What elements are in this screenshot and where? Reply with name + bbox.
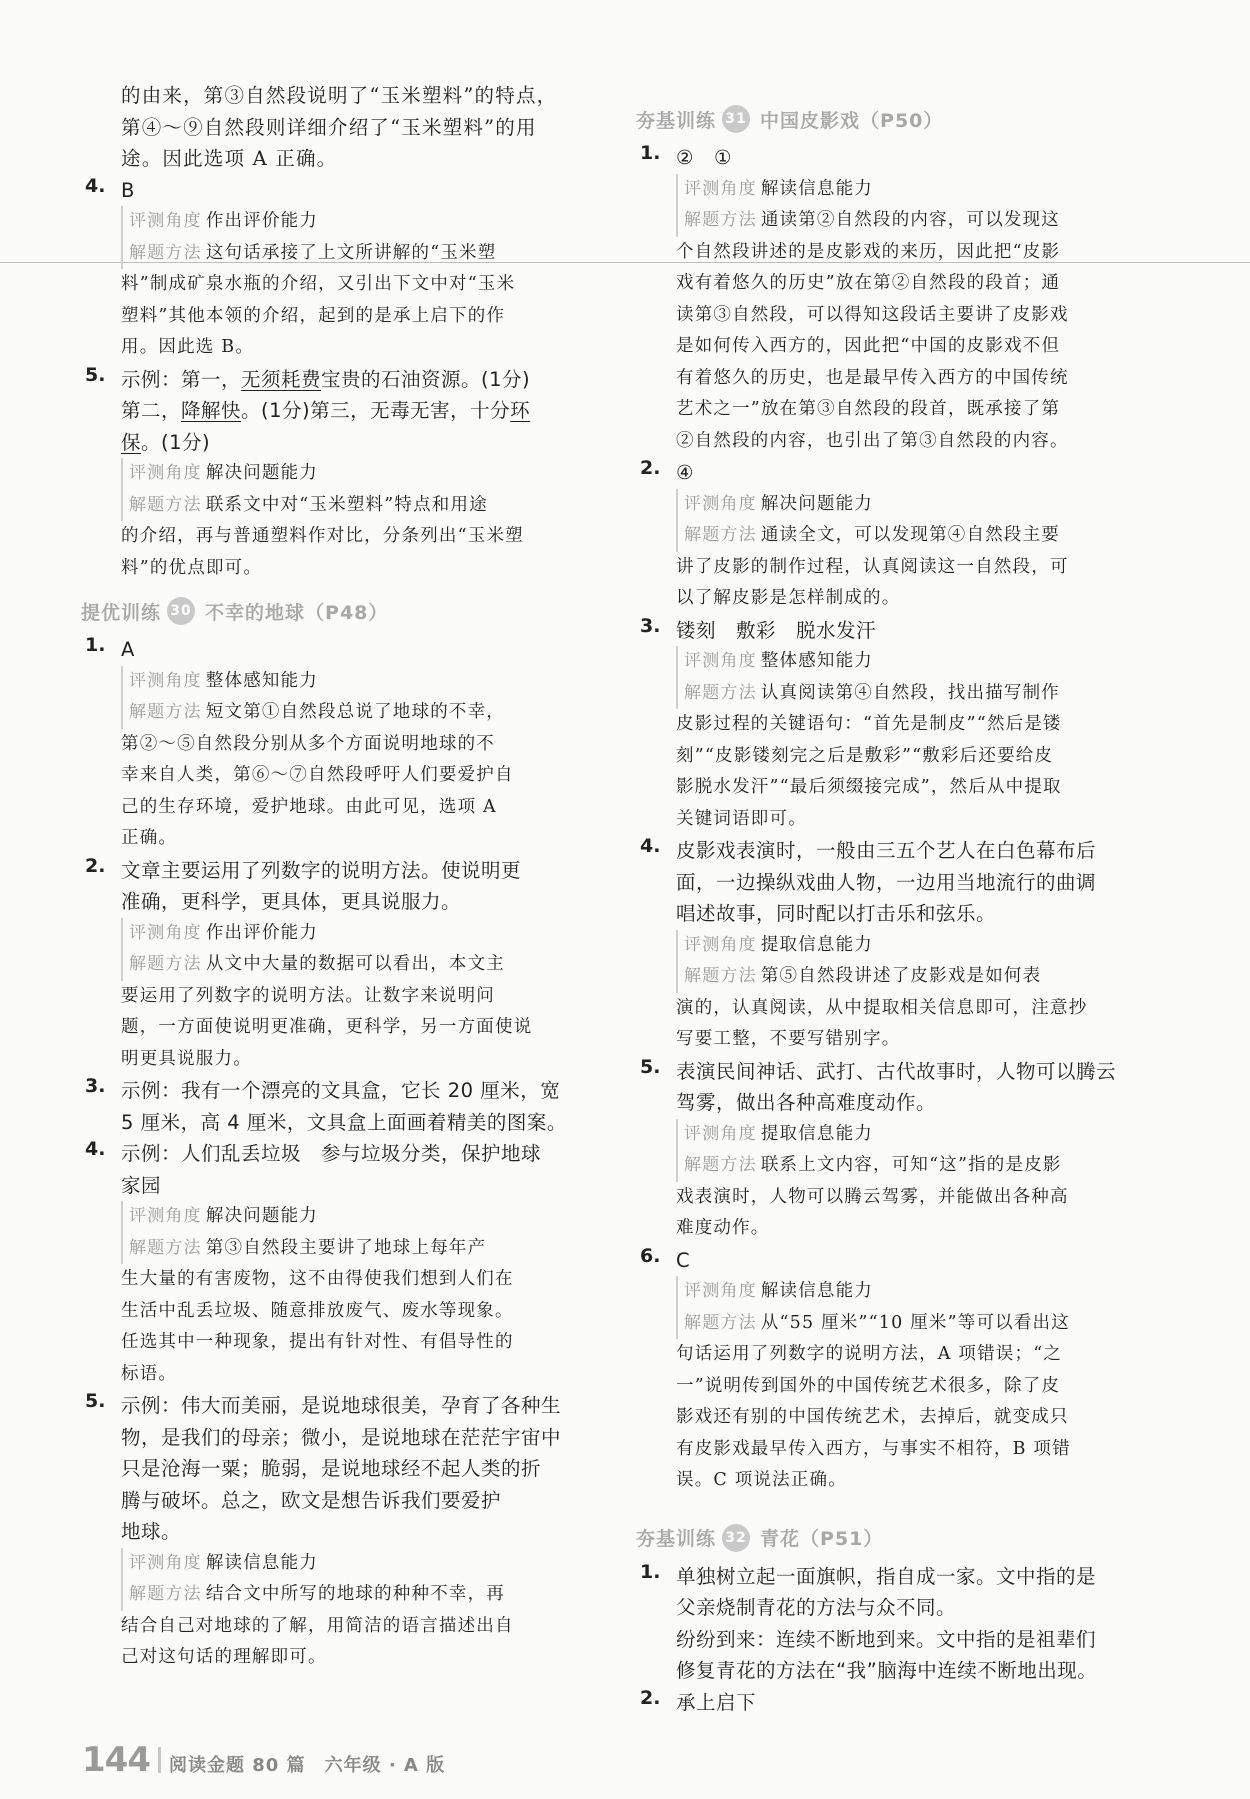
solution-text: 用。因此选 B。	[121, 337, 255, 357]
answer-line	[121, 364, 585, 396]
answer-item	[640, 1056, 1145, 1119]
answer-line: ④	[676, 461, 694, 484]
answer-line: 物，是我们的母亲；微小，是说地球在茫茫宇宙中	[121, 1425, 562, 1449]
solution-line	[676, 1465, 1145, 1497]
heading-prefix: 提优训练	[81, 601, 162, 624]
solution-text: 以了解皮影是怎样制成的。	[676, 588, 901, 608]
solution-line	[676, 426, 1145, 458]
answer-line: 示例：伟大而美丽，是说地球很美，孕育了各种生	[121, 1394, 562, 1417]
solution-method-tag: 解题方法	[676, 678, 757, 710]
answer-item	[640, 835, 1145, 930]
solution-method	[640, 678, 1145, 836]
heading-badge: 31	[722, 105, 750, 133]
right-column	[636, 92, 1145, 1718]
solution-line	[121, 1359, 585, 1391]
solution-line	[676, 205, 1145, 237]
answer-item	[85, 175, 585, 207]
solution-line	[121, 1012, 585, 1044]
solution-text: 的介绍，再与普通塑料作对比，分条列出“玉米塑	[121, 526, 524, 546]
answer-line: 驾雾，做出各种高难度动作。	[676, 1091, 937, 1114]
solution-text: 结合自己对地球的了解，用简洁的语言描述出自	[121, 1615, 514, 1636]
solution-line	[121, 490, 585, 522]
solution-text: 短文第①自然段总说了地球的不幸，	[205, 702, 506, 722]
answer-line: 文章主要运用了列数字的说明方法。使说明更	[121, 858, 522, 882]
answer-item	[640, 142, 1145, 174]
assessment-angle-value: 解读信息能力	[760, 178, 874, 199]
answer-line: 镂刻 敷彩 脱水发汗	[676, 618, 877, 642]
solution-line	[676, 1434, 1145, 1466]
answer-line: ② ①	[676, 146, 732, 169]
solution-method	[640, 1150, 1145, 1245]
assessment-angle-value: 解读信息能力	[760, 1281, 874, 1301]
assessment-angle	[640, 1276, 1145, 1308]
solution-text: 第③自然段主要讲了地球上每年产	[205, 1237, 487, 1258]
assessment-angle	[85, 918, 585, 950]
assessment-angle-value: 解读信息能力	[205, 1552, 319, 1573]
solution-line	[121, 1044, 585, 1076]
answer-item	[640, 1561, 1145, 1687]
heading-title: 中国皮影戏（P50）	[760, 109, 944, 132]
solution-text: 塑料”其他本领的介绍，起到的是承上启下的作	[121, 305, 506, 326]
answer-line: 示例：人们乱丢垃圾 参与垃圾分类，保护地球	[121, 1142, 542, 1165]
answer-part: 第二，	[121, 399, 182, 422]
solution-line	[121, 301, 585, 333]
assessment-angle	[640, 1119, 1145, 1151]
answer-item	[85, 364, 585, 459]
solution-text: 是如何传入西方的，因此把“中国的皮影戏不但	[676, 336, 1061, 356]
solution-text: 读第③自然段，可以得知这段话主要讲了皮影戏	[676, 304, 1069, 325]
solution-text: 写要工整，不要写错别字。	[676, 1029, 901, 1049]
solution-line	[676, 363, 1145, 395]
solution-text: 料”制成矿泉水瓶的介绍，又引出下文中对“玉米	[121, 274, 516, 294]
assessment-angle-value: 提取信息能力	[760, 1123, 874, 1144]
answer-part: 示例：第一，	[121, 367, 242, 391]
solution-method-tag: 解题方法	[121, 949, 202, 981]
solution-text: 皮影过程的关键语句：“首先是制皮”“然后是镂	[676, 714, 1062, 734]
solution-text: 戏有着悠久的历史”放在第②自然段的段首；通	[676, 273, 1061, 293]
answer-line: 皮影戏表演时，一般由三五个艺人在白色幕布后	[676, 839, 1097, 862]
solution-line	[676, 583, 1145, 615]
section-heading	[81, 594, 585, 628]
solution-line	[121, 823, 585, 855]
solution-method-tag: 解题方法	[121, 1579, 202, 1611]
answer-line: 面，一边操纵戏曲人物，一边用当地流行的曲调	[676, 870, 1097, 894]
item-number: 2.	[85, 854, 106, 877]
answer-line: 表演民间神话、武打、古代故事时，人物可以腾云	[676, 1059, 1117, 1083]
answer-item	[85, 1138, 585, 1201]
solution-line	[676, 741, 1145, 773]
solution-line	[676, 1339, 1145, 1371]
answer-line: 修复青花的方法在“我”脑海中连续不断地出现。	[676, 1659, 1098, 1682]
solution-line	[676, 331, 1145, 363]
item-number: 4.	[85, 1138, 106, 1160]
answer-item	[640, 615, 1145, 647]
solution-text: ②自然段的内容，也引出了第③自然段的内容。	[676, 430, 1069, 451]
assessment-angle-tag: 评测角度	[676, 1276, 757, 1308]
solution-method-tag: 解题方法	[121, 1233, 202, 1265]
solution-method	[640, 1308, 1145, 1497]
intro-line: 的由来，第③自然段说明了“玉米塑料”的特点，	[121, 84, 558, 107]
answer-line: 家园	[121, 1173, 162, 1197]
assessment-angle-value: 解决问题能力	[760, 493, 874, 514]
solution-line	[121, 553, 585, 585]
solution-text: 难度动作。	[676, 1218, 770, 1238]
solution-text: 讲了皮影的制作过程，认真阅读这一自然段，可	[676, 556, 1069, 577]
solution-text: 要运用了列数字的说明方法。让数字来说明问	[121, 985, 495, 1006]
solution-line	[121, 1233, 585, 1265]
solution-line	[121, 1642, 585, 1674]
item-number: 5.	[640, 1055, 661, 1078]
solution-line	[121, 949, 585, 981]
answer-item	[85, 1075, 585, 1138]
assessment-angle-tag: 评测角度	[121, 918, 202, 950]
solution-text: 生活中乱丢垃圾、随意排放废气、废水等现象。	[121, 1300, 514, 1321]
answer-line: A	[121, 638, 135, 661]
answer-line: 纷纷到来：连续不断地到来。文中指的是祖辈们	[676, 1627, 1097, 1651]
solution-text: 幸来自人类，第⑥～⑦自然段呼吁人们要爱护自	[121, 765, 514, 785]
assessment-angle-value: 作出评价能力	[205, 922, 319, 943]
assessment-angle-tag: 评测角度	[676, 1119, 757, 1151]
solution-line	[676, 961, 1145, 993]
item-number: 2.	[640, 1686, 661, 1709]
solution-method	[640, 205, 1145, 457]
underlined-keyword: 无须耗费	[241, 367, 322, 391]
answer-line	[121, 427, 585, 459]
solution-line	[676, 678, 1145, 710]
solution-text: 从“55 厘米”“10 厘米”等可以看出这	[760, 1312, 1070, 1333]
answer-item	[640, 1245, 1145, 1277]
intro-line: 第④～⑨自然段则详细介绍了“玉米塑料”的用	[121, 115, 537, 139]
solution-line	[676, 709, 1145, 741]
heading-badge: 30	[167, 597, 195, 625]
solution-line	[676, 520, 1145, 552]
answer-line: C	[676, 1248, 691, 1272]
answer-line	[121, 395, 585, 427]
answer-line: 腾与破坏。总之，欧文是想告诉我们要爱护	[121, 1488, 502, 1512]
heading-title: 不幸的地球（P48）	[205, 601, 389, 624]
item-number: 1.	[640, 142, 661, 164]
solution-line	[121, 697, 585, 729]
assessment-angle-tag: 评测角度	[676, 646, 757, 678]
item-number: 4.	[640, 835, 661, 857]
solution-line	[676, 394, 1145, 426]
solution-text: 第②～⑤自然段分别从多个方面说明地球的不	[121, 733, 495, 754]
solution-method	[85, 490, 585, 585]
answer-item	[85, 855, 585, 918]
answer-line: 唱述故事，同时配以打击乐和弦乐。	[676, 902, 997, 925]
left-column	[81, 80, 585, 1674]
solution-text: 明更具说服力。	[121, 1048, 252, 1069]
item-number: 5.	[85, 1390, 106, 1412]
solution-text: 关键词语即可。	[676, 808, 807, 829]
solution-method	[85, 238, 585, 364]
solution-line	[676, 1182, 1145, 1214]
assessment-angle	[640, 489, 1145, 521]
solution-text: 这句话承接了上文所讲解的“玉米塑	[205, 242, 497, 263]
solution-text: 有皮影戏最早传入西方，与事实不相符，B 项错	[676, 1438, 1071, 1459]
solution-text: 认真阅读第④自然段，找出描写制作	[760, 682, 1061, 703]
heading-title: 青花（P51）	[760, 1528, 884, 1550]
item-number: 1.	[640, 1560, 661, 1583]
solution-method-tag: 解题方法	[676, 961, 757, 993]
item-number: 5.	[85, 363, 106, 386]
solution-line	[121, 521, 585, 553]
solution-text: 己对这句话的理解即可。	[121, 1647, 327, 1667]
item-number: 3.	[85, 1075, 106, 1097]
solution-line	[676, 1024, 1145, 1056]
answer-item	[85, 1390, 585, 1548]
solution-method-tag: 解题方法	[676, 1308, 757, 1340]
solution-method	[85, 949, 585, 1075]
answer-item	[640, 457, 1145, 489]
answer-line: 父亲烧制青花的方法与众不同。	[676, 1596, 957, 1619]
solution-text: 个自然段讲述的是皮影戏的来历，因此把“皮影	[676, 241, 1061, 262]
assessment-angle-tag: 评测角度	[121, 666, 202, 698]
solution-text: 影戏还有别的中国传统艺术，去掉后，就变成只	[676, 1407, 1069, 1427]
solution-text: 生大量的有害废物，这不由得使我们想到人们在	[121, 1269, 514, 1289]
solution-method	[85, 1233, 585, 1391]
solution-text: 料”的优点即可。	[121, 557, 263, 578]
assessment-angle	[85, 1201, 585, 1233]
assessment-angle	[640, 646, 1145, 678]
solution-line	[676, 300, 1145, 332]
assessment-angle	[85, 666, 585, 698]
solution-text: 演的，认真阅读，从中提取相关信息即可，注意抄	[676, 997, 1088, 1018]
solution-text: 艺术之一”放在第③自然段的段首，既承接了第	[676, 399, 1061, 419]
footer-divider	[158, 1747, 161, 1773]
solution-line	[676, 1150, 1145, 1182]
solution-text: 标语。	[121, 1363, 178, 1384]
solution-line	[121, 1264, 585, 1296]
underlined-keyword: 环	[510, 399, 531, 422]
solution-line	[121, 1296, 585, 1328]
item-number: 3.	[640, 614, 661, 637]
solution-line	[676, 268, 1145, 300]
answer-line: B	[121, 178, 135, 202]
solution-text: 通读第②自然段的内容，可以发现这	[760, 210, 1061, 230]
item-number: 2.	[640, 457, 661, 479]
assessment-angle-tag: 评测角度	[676, 489, 757, 521]
answer-part: 。(1分)第三，无毒无害，十分	[241, 399, 511, 422]
solution-method-tag: 解题方法	[121, 490, 202, 522]
assessment-angle-tag: 评测角度	[676, 930, 757, 962]
solution-line	[121, 1327, 585, 1359]
assessment-angle	[85, 206, 585, 238]
solution-line	[121, 1579, 585, 1611]
solution-line	[676, 237, 1145, 269]
solution-method-tag: 解题方法	[676, 1150, 757, 1182]
solution-method	[640, 961, 1145, 1056]
assessment-angle-tag: 评测角度	[121, 458, 202, 490]
solution-text: 联系文中对“玉米塑料”特点和用途	[205, 494, 488, 515]
solution-line	[676, 1402, 1145, 1434]
solution-line	[121, 760, 585, 792]
section-spacer	[640, 1497, 1145, 1511]
solution-method	[85, 1579, 585, 1674]
answer-line: 承上启下	[676, 1690, 757, 1714]
section-heading	[636, 1521, 1145, 1555]
solution-line	[676, 1308, 1145, 1340]
page-number: 144	[82, 1740, 150, 1780]
page-footer	[82, 1740, 445, 1780]
assessment-angle-value: 提取信息能力	[760, 934, 874, 955]
solution-line	[121, 269, 585, 301]
item-number: 1.	[85, 634, 106, 656]
solution-line	[676, 804, 1145, 836]
solution-text: 戏表演时，人物可以腾云驾雾，并能做出各种高	[676, 1186, 1069, 1207]
answer-part: 。(1分)	[141, 430, 211, 454]
assessment-angle-value: 解决问题能力	[205, 463, 319, 483]
assessment-angle-value: 作出评价能力	[205, 211, 319, 231]
solution-method-tag: 解题方法	[676, 205, 757, 237]
solution-text: 误。C 项说法正确。	[676, 1470, 847, 1490]
solution-text: 从文中大量的数据可以看出，本文主	[205, 954, 506, 974]
solution-method	[85, 697, 585, 855]
assessment-angle	[85, 1548, 585, 1580]
answer-line: 单独树立起一面旗帜，指自成一家。文中指的是	[676, 1564, 1097, 1588]
assessment-angle-tag: 评测角度	[121, 206, 202, 238]
heading-badge: 32	[722, 1524, 750, 1552]
answer-line: 只是沧海一粟；脆弱，是说地球经不起人类的折	[121, 1457, 542, 1480]
underlined-keyword: 降解快	[181, 399, 242, 422]
assessment-angle-tag: 评测角度	[121, 1201, 202, 1233]
solution-line	[121, 792, 585, 824]
solution-line	[676, 772, 1145, 804]
book-title: 阅读金题 80 篇 六年级 · A 版	[168, 1755, 446, 1776]
assessment-angle	[640, 930, 1145, 962]
heading-prefix: 夯基训练	[636, 109, 717, 132]
solution-text: 题，一方面使说明更准确，更科学，另一方面使说	[121, 1017, 533, 1037]
assessment-angle-tag: 评测角度	[676, 174, 757, 206]
answer-line: 地球。	[121, 1520, 182, 1543]
solution-line	[676, 1213, 1145, 1245]
assessment-angle	[85, 458, 585, 490]
solution-text: 正确。	[121, 828, 178, 848]
assessment-angle-value: 解决问题能力	[205, 1206, 319, 1226]
underlined-keyword: 保	[121, 430, 142, 454]
intro-text	[85, 80, 585, 175]
intro-line: 途。因此选项 A 正确。	[121, 147, 338, 170]
solution-line	[676, 993, 1145, 1025]
assessment-angle-value: 整体感知能力	[760, 651, 874, 671]
solution-method-tag: 解题方法	[121, 238, 202, 270]
solution-text: 有着悠久的历史，也是最早传入西方的中国传统	[676, 367, 1069, 388]
solution-line	[121, 332, 585, 364]
section-heading	[636, 102, 1145, 136]
heading-prefix: 夯基训练	[636, 1528, 717, 1550]
answer-line: 准确，更科学，更具体，更具说服力。	[121, 890, 462, 913]
solution-text: 句话运用了列数字的说明方法，A 项错误；“之	[676, 1344, 1063, 1364]
solution-text: 结合文中所写的地球的种种不幸，再	[205, 1584, 506, 1604]
solution-line	[121, 1611, 585, 1643]
solution-text: 刻”“皮影镂刻完之后是敷彩”“敷彩后还要给皮	[676, 745, 1054, 766]
answer-item	[85, 634, 585, 666]
solution-text: 第⑤自然段讲述了皮影戏是如何表	[760, 966, 1042, 986]
answer-line: 5 厘米，高 4 厘米，文具盒上面画着精美的图案。	[121, 1110, 567, 1134]
solution-text: 通读全文，可以发现第④自然段主要	[760, 525, 1061, 545]
item-number: 4.	[85, 174, 106, 197]
assessment-angle	[640, 174, 1145, 206]
solution-line	[676, 552, 1145, 584]
solution-text: 己的生存环境，爱护地球。由此可见，选项 A	[121, 796, 497, 817]
solution-text: 影脱水发汗”“最后须缀接完成”，然后从中提取	[676, 777, 1062, 797]
answer-item	[640, 1687, 1145, 1719]
assessment-angle-tag: 评测角度	[121, 1548, 202, 1580]
solution-text: 一”说明传到国外的中国传统艺术很多，除了皮	[676, 1375, 1061, 1396]
solution-text: 联系上文内容，可知“这”指的是皮影	[760, 1155, 1062, 1175]
solution-line	[676, 1371, 1145, 1403]
solution-text: 任选其中一种现象，提出有针对性、有倡导性的	[121, 1332, 514, 1352]
item-number: 6.	[640, 1244, 661, 1267]
assessment-angle-value: 整体感知能力	[205, 670, 319, 691]
solution-method-tag: 解题方法	[121, 697, 202, 729]
solution-method-tag: 解题方法	[676, 520, 757, 552]
solution-line	[121, 238, 585, 270]
solution-method	[640, 520, 1145, 615]
answer-part: 宝贵的石油资源。(1分)	[321, 367, 531, 391]
solution-line	[121, 981, 585, 1013]
solution-line	[121, 729, 585, 761]
answer-line: 示例：我有一个漂亮的文具盒，它长 20 厘米，宽	[121, 1079, 561, 1102]
